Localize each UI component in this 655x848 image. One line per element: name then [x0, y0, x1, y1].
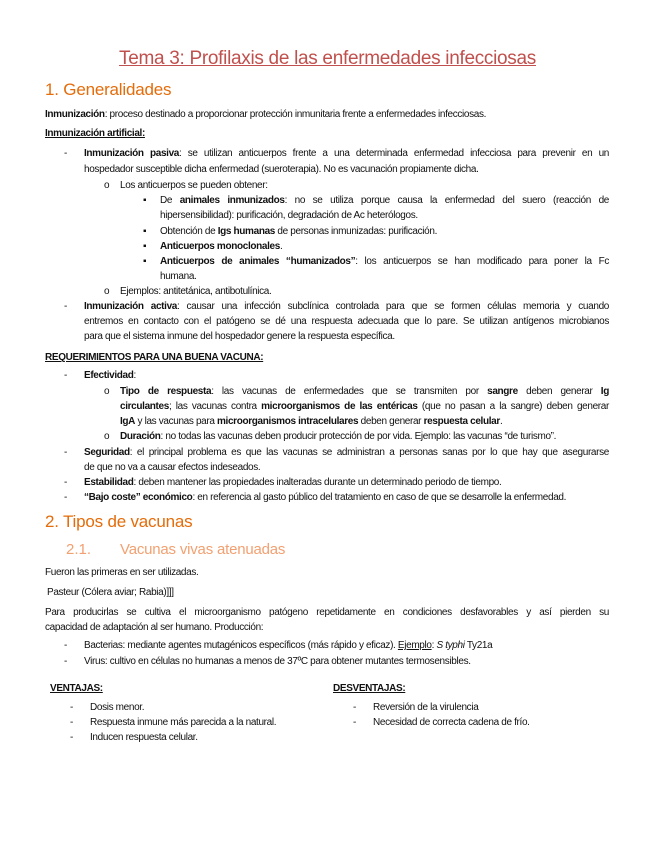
dash-marker: -	[70, 732, 74, 743]
square-marker: ▪	[143, 195, 147, 206]
pasiva-ejemplos: Ejemplos: antitetánica, antibotulínica.	[120, 286, 272, 297]
item-monoclonales: Anticuerpos monoclonales.	[160, 241, 283, 252]
square-marker: ▪	[143, 256, 147, 267]
dash-marker: -	[64, 640, 68, 651]
square-marker: ▪	[143, 226, 147, 237]
section-heading-generalidades: 1. Generalidades	[45, 80, 172, 99]
bacterias-item: Bacterias: mediante agentes mutagénicos específicos (más rápido y eficaz). Ejemplo: S typhi Ty21a	[84, 640, 493, 651]
inmunizacion-definition: Inmunización: proceso destinado a proporcionar protección inmunitaria frente a enfermedades infecciosas.	[45, 109, 487, 120]
subsection-number: 2.1.	[66, 541, 92, 558]
dash-marker: -	[64, 447, 68, 458]
circle-marker: o	[104, 431, 110, 442]
square-marker: ▪	[143, 241, 147, 252]
req-seguridad-line-1: Seguridad: el principal problema es que las vacunas se administran a personas sanas por lo que hay que asegurarse	[84, 447, 609, 458]
dash-marker: -	[64, 492, 68, 503]
dash-marker: -	[64, 656, 68, 667]
paragraph-primeras: Fueron las primeras en ser utilizadas.	[45, 567, 199, 578]
virus-item: Virus: cultivo en células no humanas a menos de 37ºC para obtener mutantes termosensibles.	[84, 656, 471, 667]
item-humanizados-line-2: humana.	[160, 271, 197, 282]
circle-marker: o	[104, 180, 110, 191]
item-animales-line-2: hipersensibilidad): purificación, degradación de Ac heterólogos.	[160, 210, 418, 221]
desventaja-item: Necesidad de correcta cadena de frío.	[373, 717, 530, 728]
ventajas-heading: VENTAJAS:	[50, 683, 103, 694]
circle-marker: o	[104, 286, 110, 297]
pasiva-line-1: Inmunización pasiva: se utilizan anticuerpos frente a una determinada enfermedad infecciosa para prevenir en un	[84, 148, 609, 159]
req-tipo-line-3: IgA y las vacunas para microorganismos intracelulares deben generar respuesta celular.	[120, 416, 503, 427]
section-heading-tipos: 2. Tipos de vacunas	[45, 512, 193, 531]
item-igs-humanas: Obtención de Igs humanas de personas inmunizadas: purificación.	[160, 226, 438, 237]
activa-line-1: Inmunización activa: causar una infección subclínica controlada para que se formen células memoria y cuando	[84, 301, 609, 312]
req-duracion: Duración: no todas las vacunas deben producir protección de por vida. Ejemplo: las vacunas “de turismo”.	[120, 431, 557, 442]
activa-line-2: entremos en contacto con el patógeno se dé una respuesta adecuada que lo pare. Se utilizan antígenos microbianos	[84, 316, 609, 327]
desventajas-heading: DESVENTAJAS:	[333, 683, 406, 694]
dash-marker: -	[70, 717, 74, 728]
dash-marker: -	[64, 477, 68, 488]
subsection-title: Vacunas vivas atenuadas	[120, 541, 286, 558]
ventaja-item: Respuesta inmune más parecida a la natural.	[90, 717, 277, 728]
activa-line-3: para que el sistema inmune del hospedador genere la respuesta específica.	[84, 331, 395, 342]
circle-marker: o	[104, 386, 110, 397]
ventaja-item: Dosis menor.	[90, 702, 145, 713]
item-humanizados-line-1: Anticuerpos de animales “humanizados”: los anticuerpos se han modificado para poner la Fc	[160, 256, 609, 267]
dash-marker: -	[64, 148, 68, 159]
req-efectividad: Efectividad:	[84, 370, 136, 381]
document-title: Tema 3: Profilaxis de las enfermedades infecciosas	[119, 48, 536, 69]
dash-marker: -	[70, 702, 74, 713]
req-seguridad-line-2: de que no va a causar efectos indeseados.	[84, 462, 261, 473]
paragraph-produccion-line-1: Para producirlas se cultiva el microorganismo patógeno repetidamente en condiciones desfavorables y así pierden su	[45, 607, 609, 618]
dash-marker: -	[64, 370, 68, 381]
req-estabilidad: Estabilidad: deben mantener las propiedades inalteradas durante un determinado periodo de tiempo.	[84, 477, 502, 488]
ventaja-item: Inducen respuesta celular.	[90, 732, 198, 743]
item-animales-line-1: De animales inmunizados: no se utiliza porque causa la enfermedad del suero (reacción de	[160, 195, 609, 206]
req-bajo-coste: “Bajo coste” económico: en referencia al gasto público del tratamiento en caso de que se desarrolle la enfermedad.	[84, 492, 567, 503]
dash-marker: -	[353, 702, 357, 713]
requerimientos-heading: REQUERIMIENTOS PARA UNA BUENA VACUNA:	[45, 352, 264, 363]
req-tipo-line-1: Tipo de respuesta: las vacunas de enfermedades que se transmiten por sangre deben generar Ig	[120, 386, 609, 397]
inmunizacion-artificial-heading: Inmunización artificial:	[45, 128, 145, 139]
req-tipo-line-2: circulantes; las vacunas contra microorganismos de las entéricas (que no pasan a la sangre) deben generar	[120, 401, 609, 412]
dash-marker: -	[353, 717, 357, 728]
desventaja-item: Reversión de la virulencia	[373, 702, 479, 713]
pasiva-sub: Los anticuerpos se pueden obtener:	[120, 180, 268, 191]
paragraph-pasteur: Pasteur (Cólera aviar; Rabia)]]]	[47, 587, 174, 598]
pasiva-line-2: hospedador susceptible dicha enfermedad (sueroterapia). No es vacunación propiamente dicha.	[84, 164, 479, 175]
paragraph-produccion-line-2: capacidad de adaptación al ser humano. Producción:	[45, 622, 264, 633]
dash-marker: -	[64, 301, 68, 312]
